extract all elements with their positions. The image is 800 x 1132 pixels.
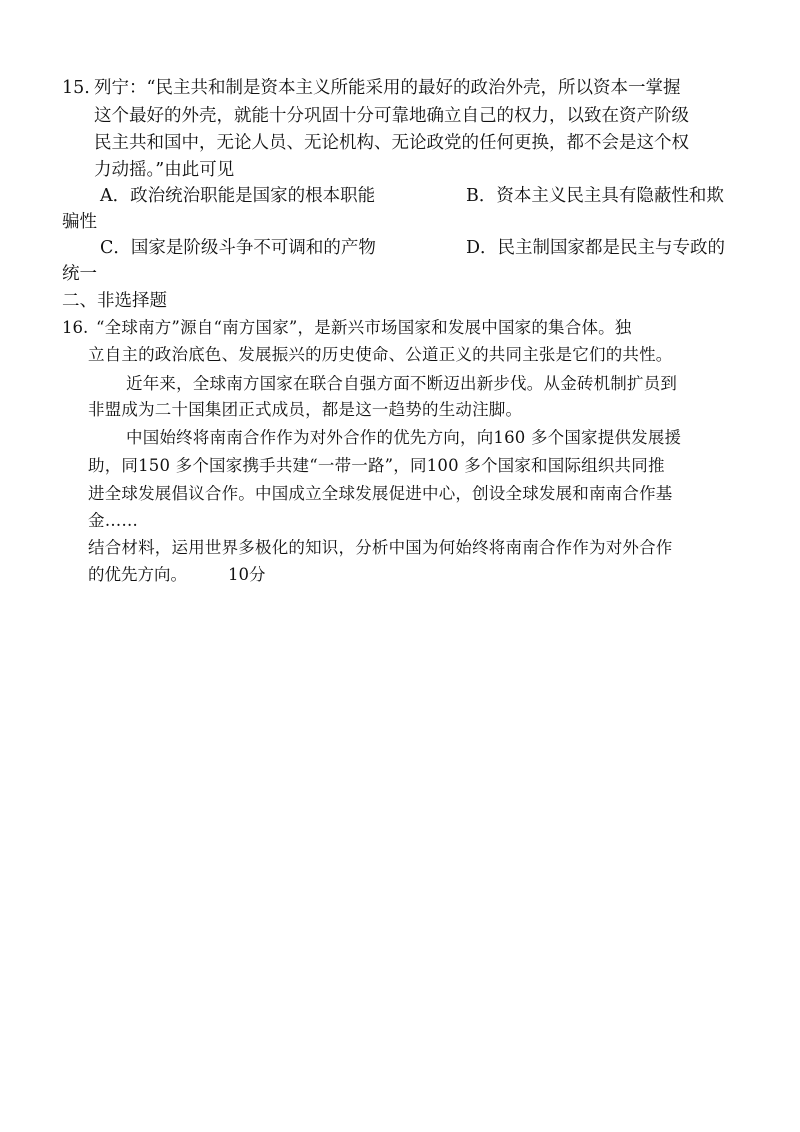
option-a: A．政治统治职能是国家的根本职能 [100,186,376,206]
question-16-material-line: 中国始终将南南合作作为对外合作的优先方向，向160 多个国家提供发展援 [126,428,682,447]
question-16-prompt-line: 的优先方向。 [88,565,187,584]
question-15-stem-line: 列宁：“民主共和制是资本主义所能采用的最好的政治外壳，所以资本一掌握 [94,78,681,98]
question-16-material-line: 立自主的政治底色、发展振兴的历史使命、公道正义的共同主张是它们的共性。 [88,345,673,364]
option-d: D．民主制国家都是民主与专政的 [466,238,726,258]
question-16-prompt-line: 结合材料，运用世界多极化的知识，分析中国为何始终将南南合作作为对外合作 [88,538,673,557]
question-15-stem-line: 民主共和国中，无论人员、无论机构、无论政党的任何更换，都不会是这个权 [94,133,689,153]
question-16-material-line: 进全球发展倡议合作。中国成立全球发展促进中心，创设全球发展和南南合作基 [88,484,673,503]
option-b-continuation: 骗性 [62,212,97,232]
option-b: B．资本主义民主具有隐蔽性和欺 [466,186,724,206]
question-16-material-line: 非盟成为二十国集团正式成员，都是这一趋势的生动注脚。 [88,400,523,419]
question-15-stem-line: 力动摇。”由此可见 [94,160,235,180]
question-16-material-line: 金…… [88,511,139,530]
question-15-number: 15. [62,78,90,98]
question-16-material-line: 助，同150 多个国家携手共建“一带一路”，同100 多个国家和国际组织共同推 [88,456,665,475]
question-16-score: 10分 [228,565,266,584]
question-16-material-line: 近年来，全球南方国家在联合自强方面不断迈出新步伐。从金砖机制扩员到 [126,374,678,393]
question-16-number: 16. [62,318,89,337]
section-heading: 二、非选择题 [62,291,167,311]
option-d-continuation: 统一 [62,264,97,284]
question-16-material-line: “全球南方”源自“南方国家”，是新兴市场国家和发展中国家的集合体。独 [96,318,632,337]
question-15-stem-line: 这个最好的外壳，就能十分巩固十分可靠地确立自己的权力，以致在资产阶级 [94,106,689,126]
option-c: C．国家是阶级斗争不可调和的产物 [100,238,376,258]
